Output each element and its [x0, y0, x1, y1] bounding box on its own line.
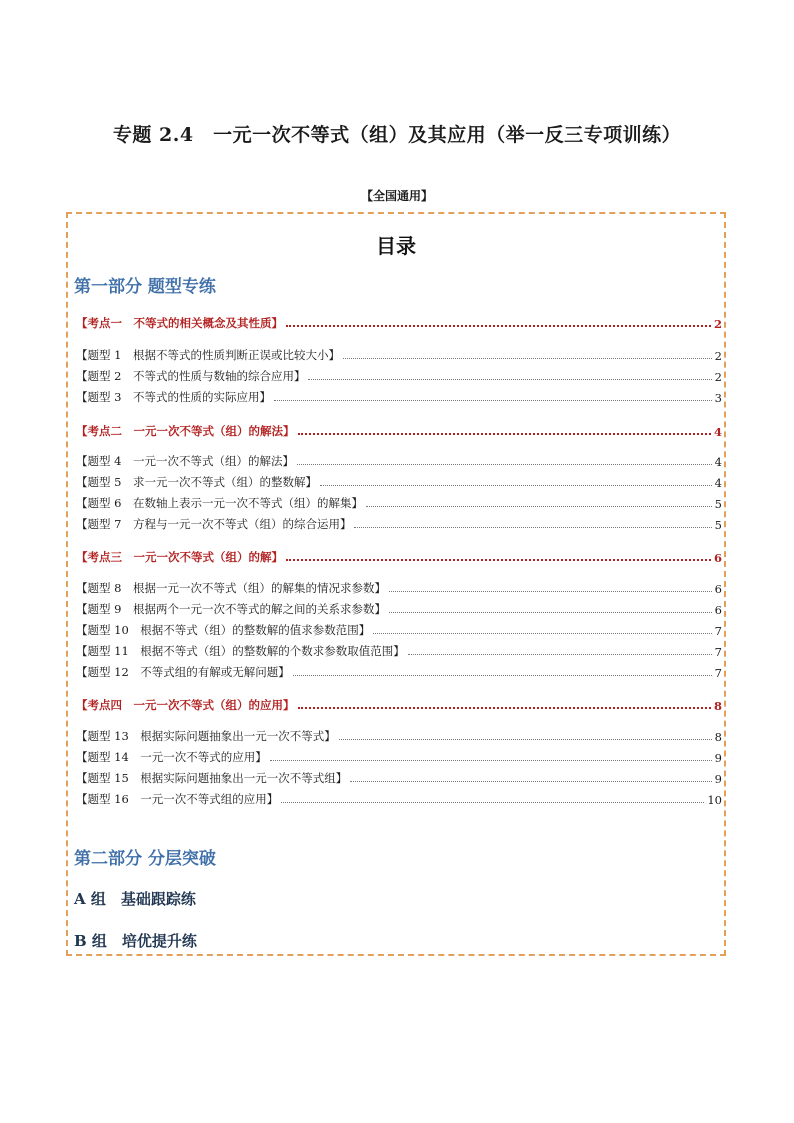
toc-leader	[373, 633, 711, 634]
toc-entry[interactable]	[76, 549, 722, 565]
toc-entry-label: 【考点三 一元一次不等式（组）的解】	[76, 550, 283, 564]
toc-entry-page: 5	[714, 518, 722, 532]
toc-entry-page: 8	[714, 730, 722, 744]
toc-leader	[274, 400, 712, 401]
toc-leader	[286, 559, 711, 561]
toc-leader	[343, 358, 712, 359]
toc-entry[interactable]	[76, 474, 722, 490]
toc-entry-page: 5	[714, 497, 722, 511]
toc-entry-page: 8	[713, 699, 722, 713]
toc-entry-label: 【题型 11 根据不等式（组）的整数解的个数求参数取值范围】	[76, 644, 405, 658]
toc-entry-label: 【题型 7 方程与一元一次不等式（组）的综合运用】	[76, 517, 352, 531]
toc-entry[interactable]	[76, 622, 722, 638]
toc-entry-page: 2	[714, 349, 722, 363]
toc-leader	[297, 464, 712, 465]
toc-leader	[389, 612, 712, 613]
part2-heading: 第二部分 分层突破	[74, 849, 216, 869]
toc-leader	[270, 760, 712, 761]
document-title: 专题 2.4 一元一次不等式（组）及其应用（举一反三专项训练）	[112, 124, 682, 146]
toc-leader	[408, 654, 712, 655]
toc-entry-page: 2	[713, 317, 722, 331]
toc-entry-label: 【题型 4 一元一次不等式（组）的解法】	[76, 454, 294, 468]
toc-entry[interactable]	[76, 368, 722, 384]
toc-entry-page: 6	[713, 551, 722, 565]
toc-entry[interactable]	[76, 516, 722, 532]
toc-entry-page: 4	[714, 455, 722, 469]
toc-entry-label: 【题型 10 根据不等式（组）的整数解的值求参数范围】	[76, 623, 371, 637]
toc-entry[interactable]	[76, 791, 722, 807]
document-subtitle: 【全国通用】	[360, 189, 433, 203]
toc-leader	[281, 802, 704, 803]
toc-entry[interactable]	[76, 697, 722, 713]
toc-entry-label: 【考点四 一元一次不等式（组）的应用】	[76, 698, 295, 712]
toc-leader	[366, 506, 712, 507]
toc-entry-label: 【考点二 一元一次不等式（组）的解法】	[76, 424, 295, 438]
toc-entry-label: 【考点一 不等式的相关概念及其性质】	[76, 316, 283, 330]
toc-leader	[286, 325, 711, 327]
toc-leader	[339, 739, 712, 740]
toc-entry-label: 【题型 16 一元一次不等式组的应用】	[76, 792, 279, 806]
toc-leader	[298, 433, 711, 435]
toc-heading: 目录	[376, 234, 416, 258]
toc-entry-page: 4	[714, 476, 722, 490]
toc-leader	[298, 707, 711, 709]
group-b-link[interactable]: B 组 培优提升练	[74, 932, 197, 950]
toc-entry[interactable]	[76, 580, 722, 596]
toc-leader	[350, 781, 711, 782]
toc-entry-page: 9	[714, 751, 722, 765]
toc-entry-label: 【题型 8 根据一元一次不等式（组）的解集的情况求参数】	[76, 581, 386, 595]
toc-entry[interactable]	[76, 347, 722, 363]
toc-entry-page: 7	[714, 624, 722, 638]
toc-entry-page: 7	[714, 645, 722, 659]
toc-entry-label: 【题型 15 根据实际问题抽象出一元一次不等式组】	[76, 771, 348, 785]
toc-leader	[293, 675, 712, 676]
toc-entry[interactable]	[76, 643, 722, 659]
toc-entry-label: 【题型 2 不等式的性质与数轴的综合应用】	[76, 369, 306, 383]
toc-box	[66, 212, 726, 956]
toc-entry[interactable]	[76, 423, 722, 439]
toc-entry-page: 7	[714, 666, 722, 680]
toc-entry-label: 【题型 13 根据实际问题抽象出一元一次不等式】	[76, 729, 336, 743]
toc-entry[interactable]	[76, 315, 722, 331]
toc-entry[interactable]	[76, 389, 722, 405]
toc-entry-label: 【题型 1 根据不等式的性质判断正误或比较大小】	[76, 348, 340, 362]
toc-entry-label: 【题型 3 不等式的性质的实际应用】	[76, 390, 271, 404]
toc-entry-page: 6	[714, 582, 722, 596]
toc-entry-page: 4	[713, 425, 722, 439]
toc-leader	[354, 527, 711, 528]
part1-heading: 第一部分 题型专练	[74, 277, 216, 297]
toc-entry-page: 9	[714, 772, 722, 786]
toc-entry-label: 【题型 14 一元一次不等式的应用】	[76, 750, 267, 764]
toc-entry-label: 【题型 5 求一元一次不等式（组）的整数解】	[76, 475, 317, 489]
toc-entry[interactable]	[76, 495, 722, 511]
toc-entry-page: 3	[714, 391, 722, 405]
toc-entry[interactable]	[76, 664, 722, 680]
group-a-link[interactable]: A 组 基础跟踪练	[74, 890, 196, 908]
toc-leader	[389, 591, 712, 592]
toc-entry-page: 6	[714, 603, 722, 617]
toc-entry-page: 10	[707, 793, 722, 807]
toc-entry[interactable]	[76, 770, 722, 786]
toc-entry[interactable]	[76, 749, 722, 765]
toc-leader	[308, 379, 711, 380]
toc-entry-page: 2	[714, 370, 722, 384]
toc-entry-label: 【题型 12 不等式组的有解或无解问题】	[76, 665, 290, 679]
toc-entry-label: 【题型 9 根据两个一元一次不等式的解之间的关系求参数】	[76, 602, 386, 616]
toc-entry[interactable]	[76, 453, 722, 469]
toc-entry[interactable]	[76, 728, 722, 744]
toc-leader	[320, 485, 712, 486]
toc-entry-label: 【题型 6 在数轴上表示一元一次不等式（组）的解集】	[76, 496, 363, 510]
toc-entry[interactable]	[76, 601, 722, 617]
